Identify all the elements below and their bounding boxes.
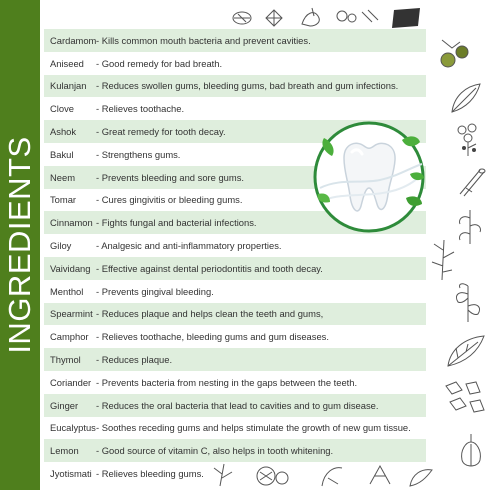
leaf-icon (444, 330, 488, 370)
ingredient-row (44, 325, 426, 348)
ingredient-row (44, 97, 426, 120)
ingredient-name: Ashok (50, 126, 77, 138)
ingredient-description: - Cures gingivitis or bleeding gums. (96, 194, 243, 206)
camphor-cubes-icon (440, 376, 488, 424)
herb-sprig-icon (428, 236, 458, 282)
ingredient-description: - Soothes receding gums and helps stimulate the growth of new gum tissue. (96, 422, 411, 434)
ingredient-name: Cinnamon (50, 217, 93, 229)
ingredient-description: - Relieves bleeding gums. (96, 468, 204, 480)
ingredient-name: Kulanjan (50, 80, 87, 92)
ingredient-row (44, 257, 426, 280)
ingredient-name: Camphor (50, 331, 89, 343)
leaf-icon (446, 78, 486, 118)
ingredient-name: Spearmint (50, 308, 93, 320)
ingredient-name: Menthol (50, 285, 84, 297)
berries-sketch (436, 36, 476, 72)
cinnamon-sketch (456, 166, 488, 200)
flower-icon (448, 118, 488, 158)
ingredient-description: - Prevents bacteria from nesting in the gaps between the teeth. (96, 376, 358, 388)
sidebar-banner (0, 0, 40, 490)
ingredient-description: - Relieves toothache, bleeding gums and gum diseases. (96, 331, 329, 343)
ingredient-row (44, 371, 426, 394)
leaf-sketch-3 (444, 330, 488, 370)
mint-icon (448, 280, 488, 324)
ingredient-name: Neem (50, 171, 76, 183)
ingredient-description: - Reduces plaque and helps clean the teeth and gums, (96, 308, 324, 320)
ingredient-row (44, 234, 426, 257)
ingredient-name: Bakul (50, 148, 74, 160)
ingredient-description: - Reduces plaque. (96, 354, 173, 366)
herb-sketch-top (222, 4, 422, 30)
ingredient-description: - Reduces the oral bacteria that lead to cavities and to gum disease. (96, 399, 379, 411)
ingredient-name: Cardamom (50, 34, 97, 46)
ingredient-name: Coriander (50, 376, 92, 388)
ingredient-description: - Strengthens gums. (96, 148, 181, 160)
mint-sketch (448, 280, 488, 324)
ingredient-name: Aniseed (50, 57, 84, 69)
camphor-sketch (440, 376, 488, 424)
berries-icon (436, 36, 476, 72)
herb-sketch-bottom (210, 458, 450, 488)
ingredient-description: - Kills common mouth bacteria and prevent cavities. (96, 34, 311, 46)
page-title: INGREDIENTS (2, 136, 37, 354)
ingredient-description: - Fights fungal and bacterial infections. (96, 217, 257, 229)
ingredient-description: - Analgesic and anti-inflammatory properties. (96, 240, 282, 252)
ingredient-description: - Prevents bleeding and sore gums. (96, 171, 244, 183)
ingredient-description: - Reduces swollen gums, bleeding gums, bad breath and gum infections. (96, 80, 399, 92)
ingredient-description: - Effective against dental periodontitis and tooth decay. (96, 262, 323, 274)
tooth-illustration (310, 118, 428, 236)
ingredient-name: Eucalyptus (50, 422, 96, 434)
ingredient-name: Jyotismati (50, 468, 92, 480)
ingredient-list (44, 29, 426, 485)
ingredient-row (44, 348, 426, 371)
ingredient-row (44, 417, 426, 440)
ingredient-description: - Prevents gingival bleeding. (96, 285, 214, 297)
ingredient-row (44, 280, 426, 303)
ingredient-row (44, 394, 426, 417)
ingredient-name: Vaividang (50, 262, 91, 274)
ingredient-description: - Great remedy for tooth decay. (96, 126, 226, 138)
ingredient-description: - Relieves toothache. (96, 103, 185, 115)
ingredient-name: Lemon (50, 445, 79, 457)
ingredient-description: - Good remedy for bad breath. (96, 57, 223, 69)
cinnamon-icon (456, 166, 488, 200)
leaf-sketch-1 (446, 78, 486, 118)
ingredient-name: Ginger (50, 399, 79, 411)
ingredient-row (44, 29, 426, 52)
ingredient-name: Tomar (50, 194, 77, 206)
herb-sketch-icon (210, 458, 450, 488)
tooth-icon (310, 118, 428, 236)
ingredient-name: Clove (50, 103, 74, 115)
ingredient-name: Giloy (50, 240, 72, 252)
herb-sketch-side (428, 236, 458, 282)
ingredient-row (44, 52, 426, 75)
ingredient-row (44, 303, 426, 326)
garlic-icon (456, 430, 486, 470)
herb-sketch-icon (222, 4, 422, 30)
ingredient-name: Thymol (50, 354, 81, 366)
ingredient-description: - Good source of vitamin C, also helps in tooth whitening. (96, 445, 334, 457)
ingredient-row (44, 75, 426, 98)
flower-sketch (448, 118, 488, 158)
garlic-sketch (456, 430, 486, 470)
